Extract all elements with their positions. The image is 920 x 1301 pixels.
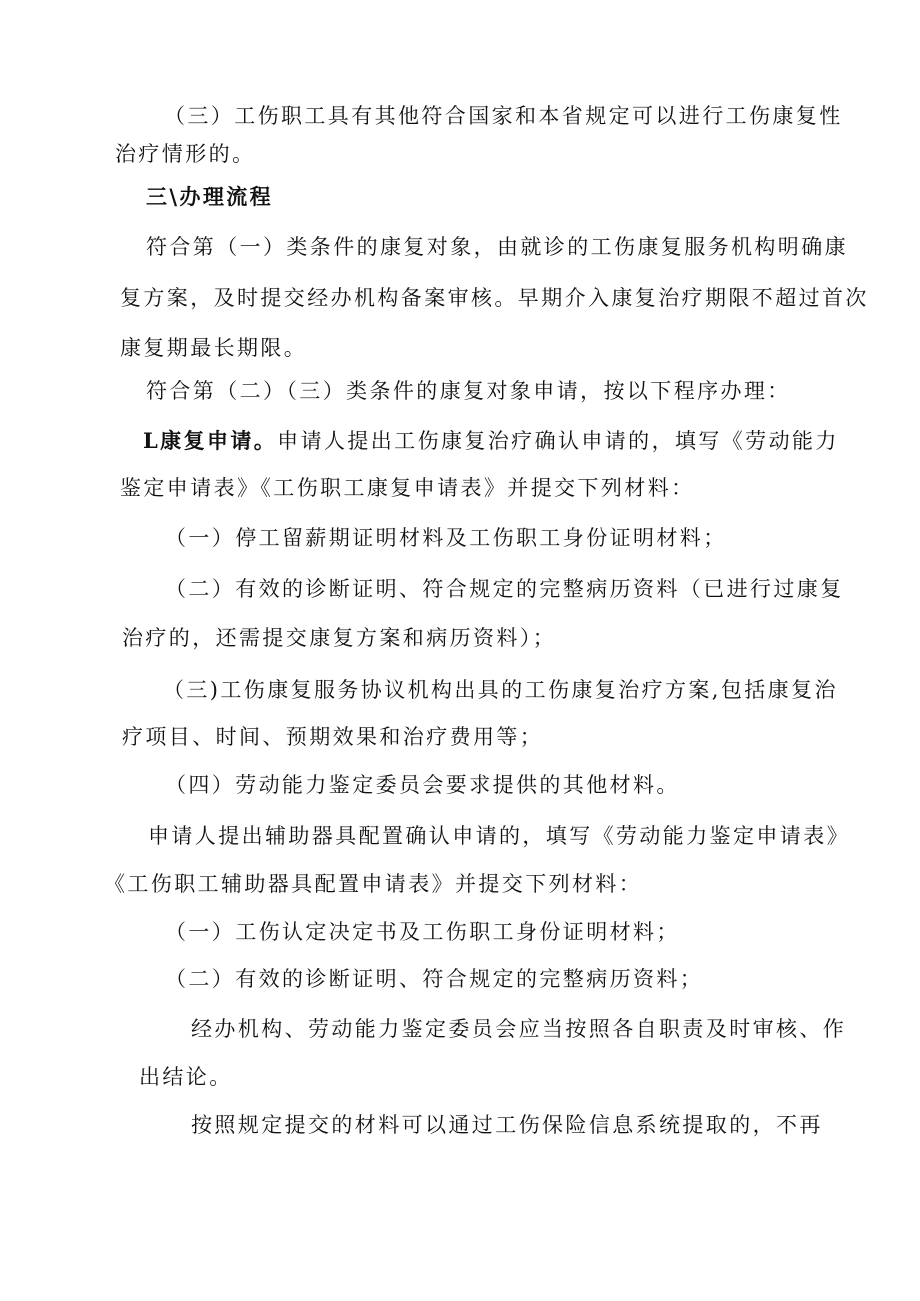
- paragraph-line: 治疗情形的。: [115, 142, 256, 166]
- list-item-line: （二）有效的诊断证明、符合规定的完整病历资料（已进行过康复: [165, 577, 844, 601]
- paragraph-line: 经办机构、劳动能力鉴定委员会应当按照各自职责及时审核、作: [191, 1017, 847, 1041]
- paragraph-line: 康复期最长期限。: [120, 336, 308, 360]
- paragraph-line: 申请人提出辅助器具配置确认申请的，填写《劳动能力鉴定申请表》: [148, 824, 850, 848]
- section-heading: 三\办理流程: [146, 184, 274, 209]
- paragraph-line: 《工伤职工辅助器具配置申请表》并提交下列材料：: [104, 872, 643, 896]
- list-item-line: （一）工伤认定决定书及工伤职工身份证明材料；: [165, 920, 680, 944]
- paragraph-line: 符合第（二）（三）类条件的康复对象申请，按以下程序办理：: [146, 379, 791, 403]
- bold-lead: L康复申请。: [143, 428, 278, 453]
- paragraph-line: （三）工伤职工具有其他符合国家和本省规定可以进行工伤康复性: [164, 104, 843, 128]
- paragraph-line: 复方案，及时提交经办机构备案审核。早期介入康复治疗期限不超过首次: [120, 286, 869, 310]
- paragraph-line: [143, 427, 839, 455]
- list-item-line: （四）劳动能力鉴定委员会要求提供的其他材料。: [165, 773, 680, 797]
- list-item-line: （二）有效的诊断证明、符合规定的完整病历资料；: [165, 967, 704, 991]
- paragraph-line: 按照规定提交的材料可以通过工伤保险信息系统提取的，不再: [191, 1113, 823, 1137]
- list-item-line: 治疗的，还需提交康复方案和病历资料）；: [122, 626, 557, 650]
- paragraph-text: 申请人提出工伤康复治疗确认申请的，填写《劳动能力: [277, 429, 839, 453]
- list-item-line: （三)工伤康复服务协议机构出具的工伤康复治疗方案,包括康复治: [163, 678, 838, 702]
- paragraph-line: 鉴定申请表》《工伤职工康复申请表》并提交下列材料：: [120, 476, 695, 500]
- list-item-line: （一）停工留薪期证明材料及工伤职工身份证明材料；: [165, 526, 727, 550]
- paragraph-line: 符合第（一）类条件的康复对象，由就诊的工伤康复服务机构明确康: [146, 235, 848, 259]
- paragraph-line: 出结论。: [139, 1065, 233, 1089]
- list-item-line: 疗项目、时间、预期效果和治疗费用等；: [122, 725, 544, 749]
